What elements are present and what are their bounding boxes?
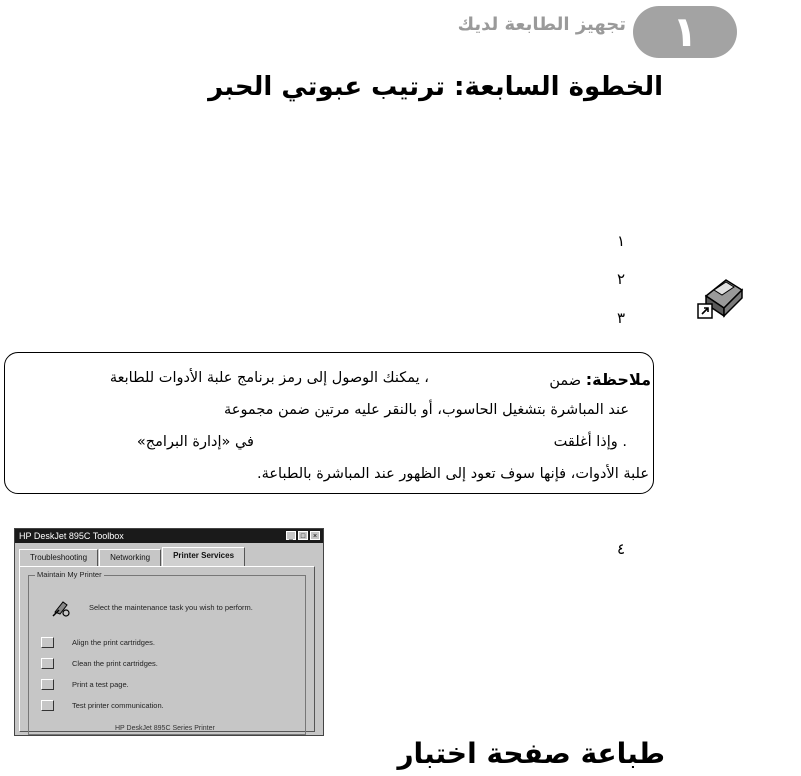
tab-troubleshooting[interactable]: Troubleshooting [19, 549, 98, 566]
step-number-1: ١ [617, 232, 626, 250]
group-label: Maintain My Printer [37, 570, 102, 579]
tab-bar [19, 549, 246, 566]
note-line-3-start: في «إدارة البرامج» [136, 434, 254, 450]
toolbox-window-screenshot [14, 528, 324, 736]
section-title: طباعة صفحة اختبار [397, 737, 665, 770]
option-label: Test printer communication. [72, 701, 164, 710]
instruction-text: Select the maintenance task you wish to perform. [89, 603, 253, 612]
note-line-2: عند المباشرة بتشغيل الحاسوب، أو بالنقر عليه مرتين ضمن مجموعة [224, 402, 629, 418]
maintain-group [28, 570, 306, 735]
option-label: Print a test page. [72, 680, 129, 689]
chapter-title: تجهيز الطابعة لديك [457, 14, 626, 35]
option-button[interactable] [41, 700, 54, 711]
option-test-page[interactable] [41, 679, 129, 690]
step-number-2: ٢ [617, 270, 626, 288]
maximize-icon[interactable]: □ [298, 531, 308, 540]
note-line-1 [549, 370, 651, 389]
chapter-number: ١ [672, 7, 698, 56]
note-line-1-end: ، يمكنك الوصول إلى رمز برنامج علبة الأدوات للطابعة [109, 370, 429, 386]
note-label: ملاحظة: [585, 370, 651, 389]
option-clean[interactable] [41, 658, 158, 669]
step-number-3: ٣ [617, 309, 626, 327]
option-button[interactable] [41, 679, 54, 690]
window-title: HP DeskJet 895C Toolbox [19, 531, 124, 541]
option-label: Align the print cartridges. [72, 638, 155, 647]
maintenance-icon [51, 596, 73, 618]
printer-shortcut-icon[interactable] [696, 274, 746, 320]
option-communication[interactable] [41, 700, 164, 711]
tab-networking[interactable]: Networking [99, 549, 161, 566]
window-footer: HP DeskJet 895C Series Printer [115, 725, 215, 732]
tab-printer-services[interactable]: Printer Services [162, 547, 245, 566]
minimize-icon[interactable]: _ [286, 531, 296, 540]
note-line1-start: ضمن [549, 373, 582, 389]
option-label: Clean the print cartridges. [72, 659, 158, 668]
close-icon[interactable]: × [310, 531, 320, 540]
step-number-4: ٤ [617, 540, 626, 558]
option-align[interactable] [41, 637, 155, 648]
tab-panel [19, 566, 315, 732]
option-button[interactable] [41, 637, 54, 648]
note-line-4: علبة الأدوات، فإنها سوف تعود إلى الظهور عند المباشرة بالطباعة. [257, 466, 649, 482]
note-line-3-end: . وإذا أغلقت [553, 434, 627, 450]
window-titlebar [15, 529, 323, 543]
step-title: الخطوة السابعة: ترتيب عبوتي الحبر [208, 72, 663, 102]
option-button[interactable] [41, 658, 54, 669]
